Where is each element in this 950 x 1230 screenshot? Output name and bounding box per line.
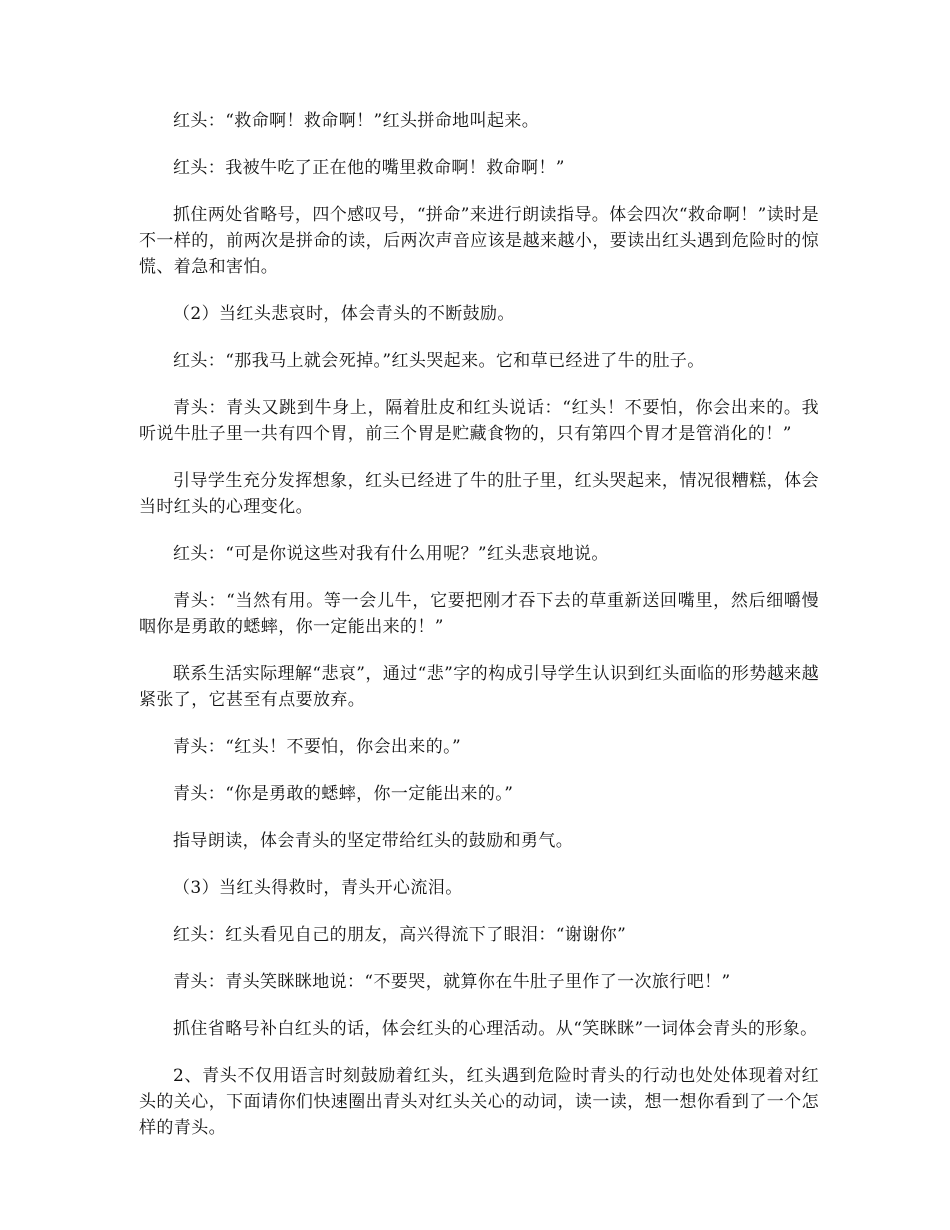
paragraph-dialogue-6: 青头：“当然有用。等一会儿牛，它要把刚才吞下去的草重新送回嘴里，然后细嚼慢咽你是勇敢的蟋蟀，你一定能出来的！” — [139, 591, 819, 637]
paragraph-dialogue-3: 红头：“那我马上就会死掉。”红头哭起来。它和草已经进了牛的肚子。 — [173, 351, 705, 371]
paragraph-dialogue-8: 青头：“你是勇敢的蟋蟀，你一定能出来的。” — [173, 784, 514, 804]
paragraph-guidance-2: 引导学生充分发挥想象，红头已经进了牛的肚子里，红头哭起来，情况很糟糕，体会当时红头的心理变化。 — [139, 471, 819, 517]
paragraph-section-2: （2）当红头悲哀时，体会青头的不断鼓励。 — [173, 304, 515, 324]
paragraph-task-2: 2、青头不仅用语言时刻鼓励着红头，红头遇到危险时青头的行动也处处体现着对红头的关心，下面请你们快速圈出青头对红头关心的动词，读一读，想一想你看到了一个怎样的青头。 — [139, 1066, 819, 1138]
document-page — [139, 108, 819, 1162]
paragraph-dialogue-4: 青头：青头又跳到牛身上，隔着肚皮和红头说话：“红头！不要怕，你会出来的。我听说牛肚子里一共有四个胃，前三个胃是贮藏食物的，只有第四个胃才是管消化的！” — [139, 398, 819, 444]
paragraph-guidance-3: 联系生活实际理解“悲哀”，通过“悲”字的构成引导学生认识到红头面临的形势越来越紧张了，它甚至有点要放弃。 — [139, 664, 819, 710]
paragraph-dialogue-1: 红头：“救命啊！救命啊！”红头拼命地叫起来。 — [173, 111, 540, 131]
paragraph-dialogue-10: 青头：青头笑眯眯地说：“不要哭，就算你在牛肚子里作了一次旅行吧！” — [173, 972, 731, 992]
paragraph-section-3: （3）当红头得救时，青头开心流泪。 — [173, 878, 463, 898]
paragraph-guidance-4: 指导朗读，体会青头的坚定带给红头的鼓励和勇气。 — [173, 831, 574, 851]
paragraph-guidance-5: 抓住省略号补白红头的话，体会红头的心理活动。从“笑眯眯”一词体会青头的形象。 — [173, 1019, 818, 1039]
paragraph-dialogue-2: 红头：我被牛吃了正在他的嘴里救命啊！救命啊！” — [173, 158, 565, 178]
paragraph-dialogue-5: 红头：“可是你说这些对我有什么用呢？”红头悲哀地说。 — [173, 544, 609, 564]
paragraph-dialogue-7: 青头：“红头！不要怕，你会出来的。” — [173, 737, 462, 757]
paragraph-guidance-1: 抓住两处省略号，四个感叹号，“拼命”来进行朗读指导。体会四次“救命啊！”读时是不一样的，前两次是拼命的读，后两次声音应该是越来越小，要读出红头遇到危险时的惊慌、着急和害怕。 — [139, 205, 819, 277]
paragraph-dialogue-9: 红头：红头看见自己的朋友，高兴得流下了眼泪：“谢谢你” — [173, 925, 627, 945]
